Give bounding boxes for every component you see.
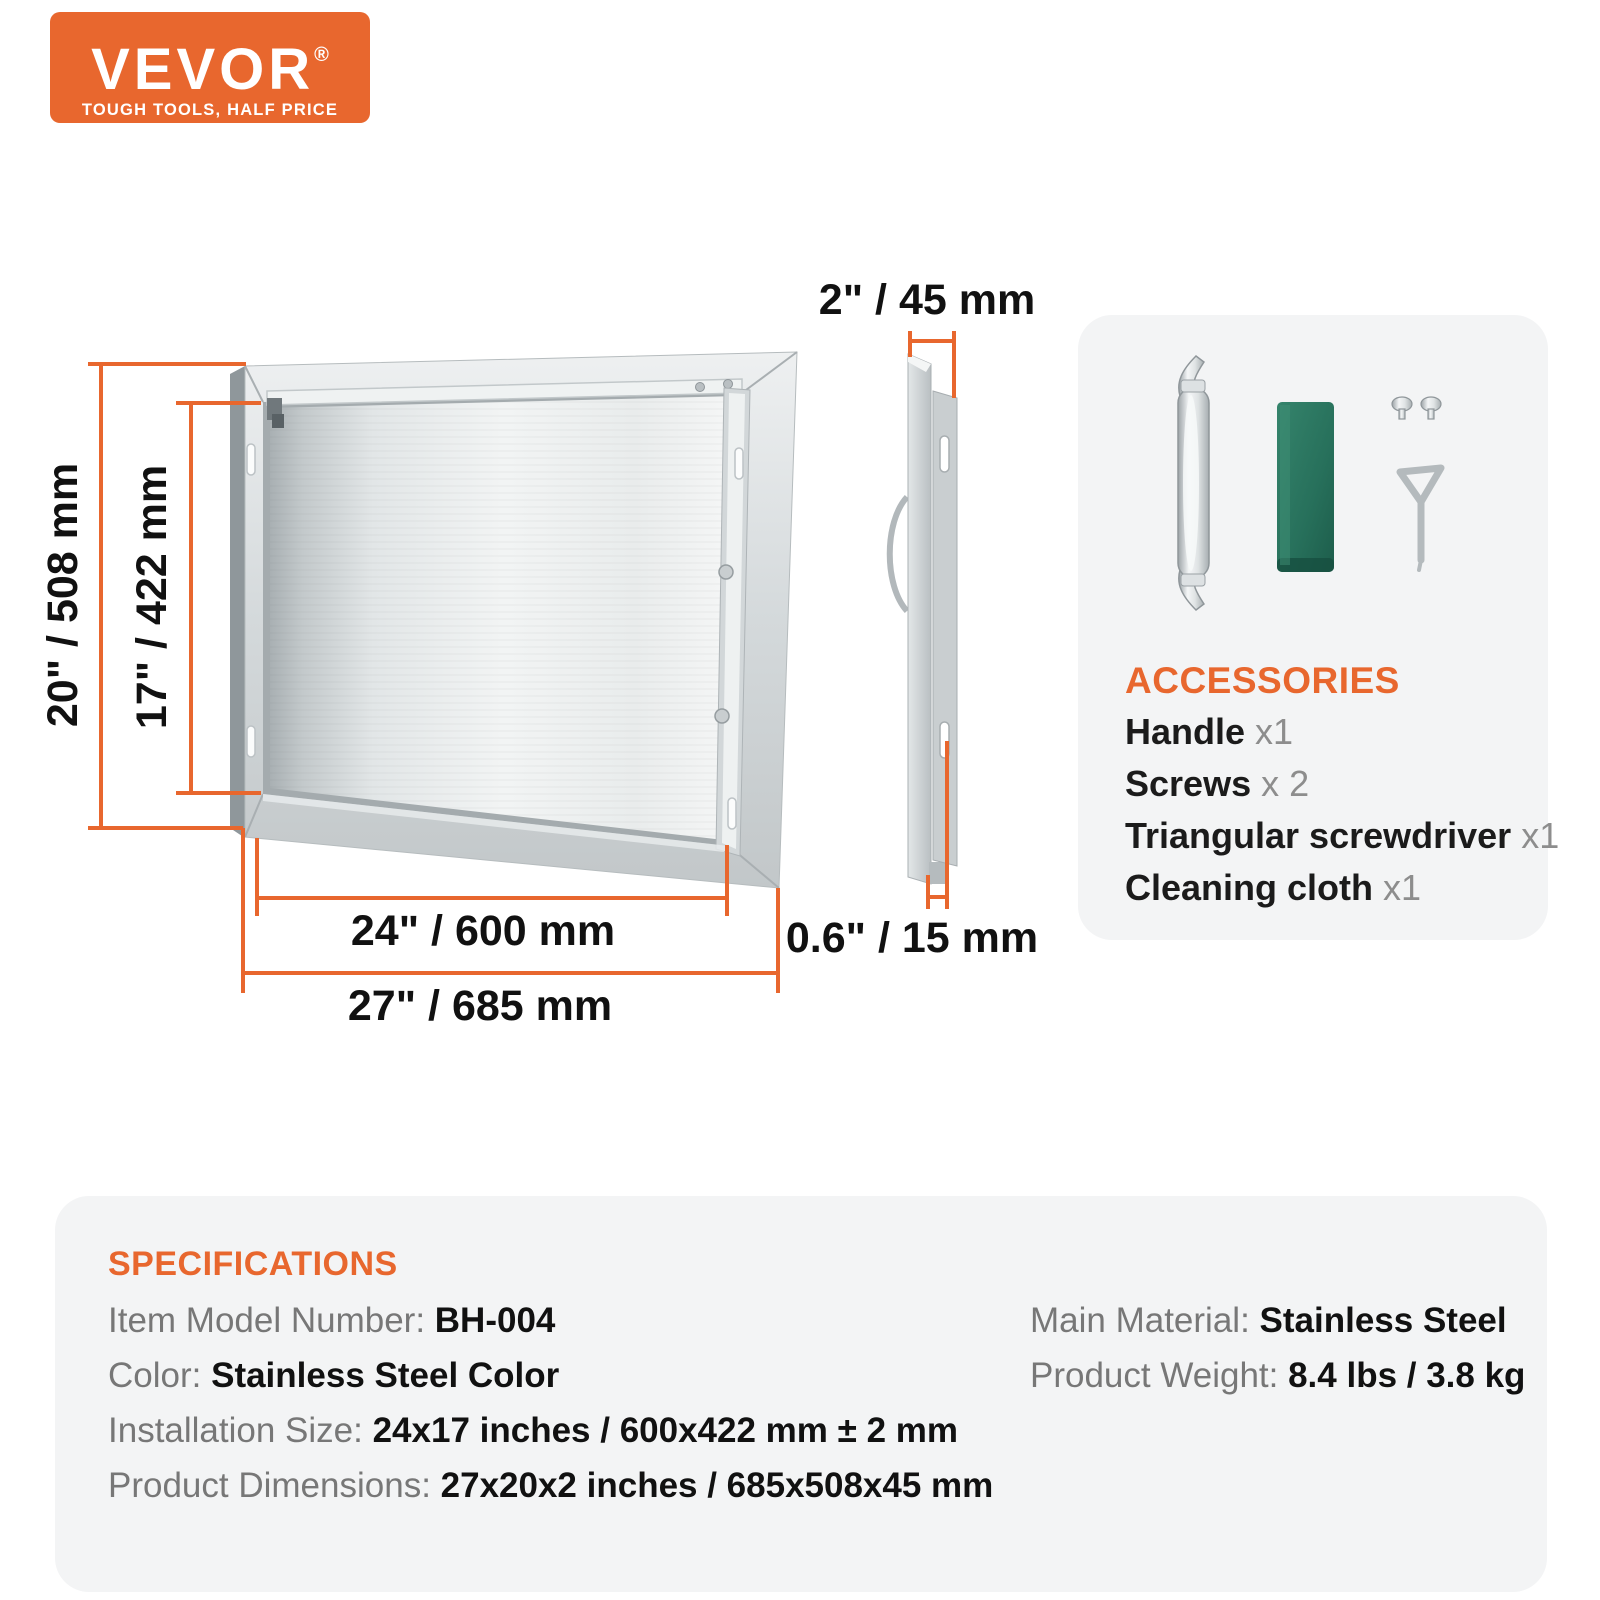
dimension-depth-label: 2" / 45 mm [818, 276, 1036, 324]
specifications-title: SPECIFICATIONS [108, 1245, 398, 1283]
handle-image [1178, 356, 1209, 610]
dimension-inner-height-label: 17" / 422 mm [128, 464, 176, 730]
spec-main-material: Main Material: Stainless Steel [1030, 1301, 1507, 1340]
spec-color: Color: Stainless Steel Color [108, 1356, 560, 1395]
dimension-outer-height-label: 20" / 508 mm [39, 462, 87, 728]
side-handle-arc [890, 497, 907, 611]
dimension-flange-label: 0.6" / 15 mm [785, 914, 1039, 962]
screwdriver-image [1400, 468, 1441, 570]
door-front-view [230, 352, 797, 888]
spec-installation-size: Installation Size: 24x17 inches / 600x422 mm ± 2 mm [108, 1411, 959, 1450]
dimension-inner-width-label: 24" / 600 mm [350, 907, 616, 955]
registered-mark-icon: ® [314, 44, 329, 66]
accessories-title: ACCESSORIES [1125, 660, 1400, 701]
brand-name: VEVOR® [91, 37, 329, 102]
spec-product-dimensions: Product Dimensions: 27x20x2 inches / 685x508x45 mm [108, 1466, 994, 1505]
accessory-item-screws: Screws x 2 [1125, 763, 1310, 804]
brand-tagline: TOUGH TOOLS, HALF PRICE [81, 101, 339, 119]
dimension-outer-width-label: 27" / 685 mm [347, 982, 613, 1030]
screws-image [1392, 397, 1441, 419]
accessory-item-screwdriver: Triangular screwdriver x1 [1125, 815, 1560, 856]
spec-model-number: Item Model Number: BH-004 [108, 1301, 556, 1340]
cleaning-pad-image [1277, 402, 1334, 572]
spec-product-weight: Product Weight: 8.4 lbs / 3.8 kg [1030, 1356, 1526, 1395]
accessory-item-handle: Handle x1 [1125, 711, 1294, 752]
accessory-item-cloth: Cleaning cloth x1 [1125, 867, 1422, 908]
